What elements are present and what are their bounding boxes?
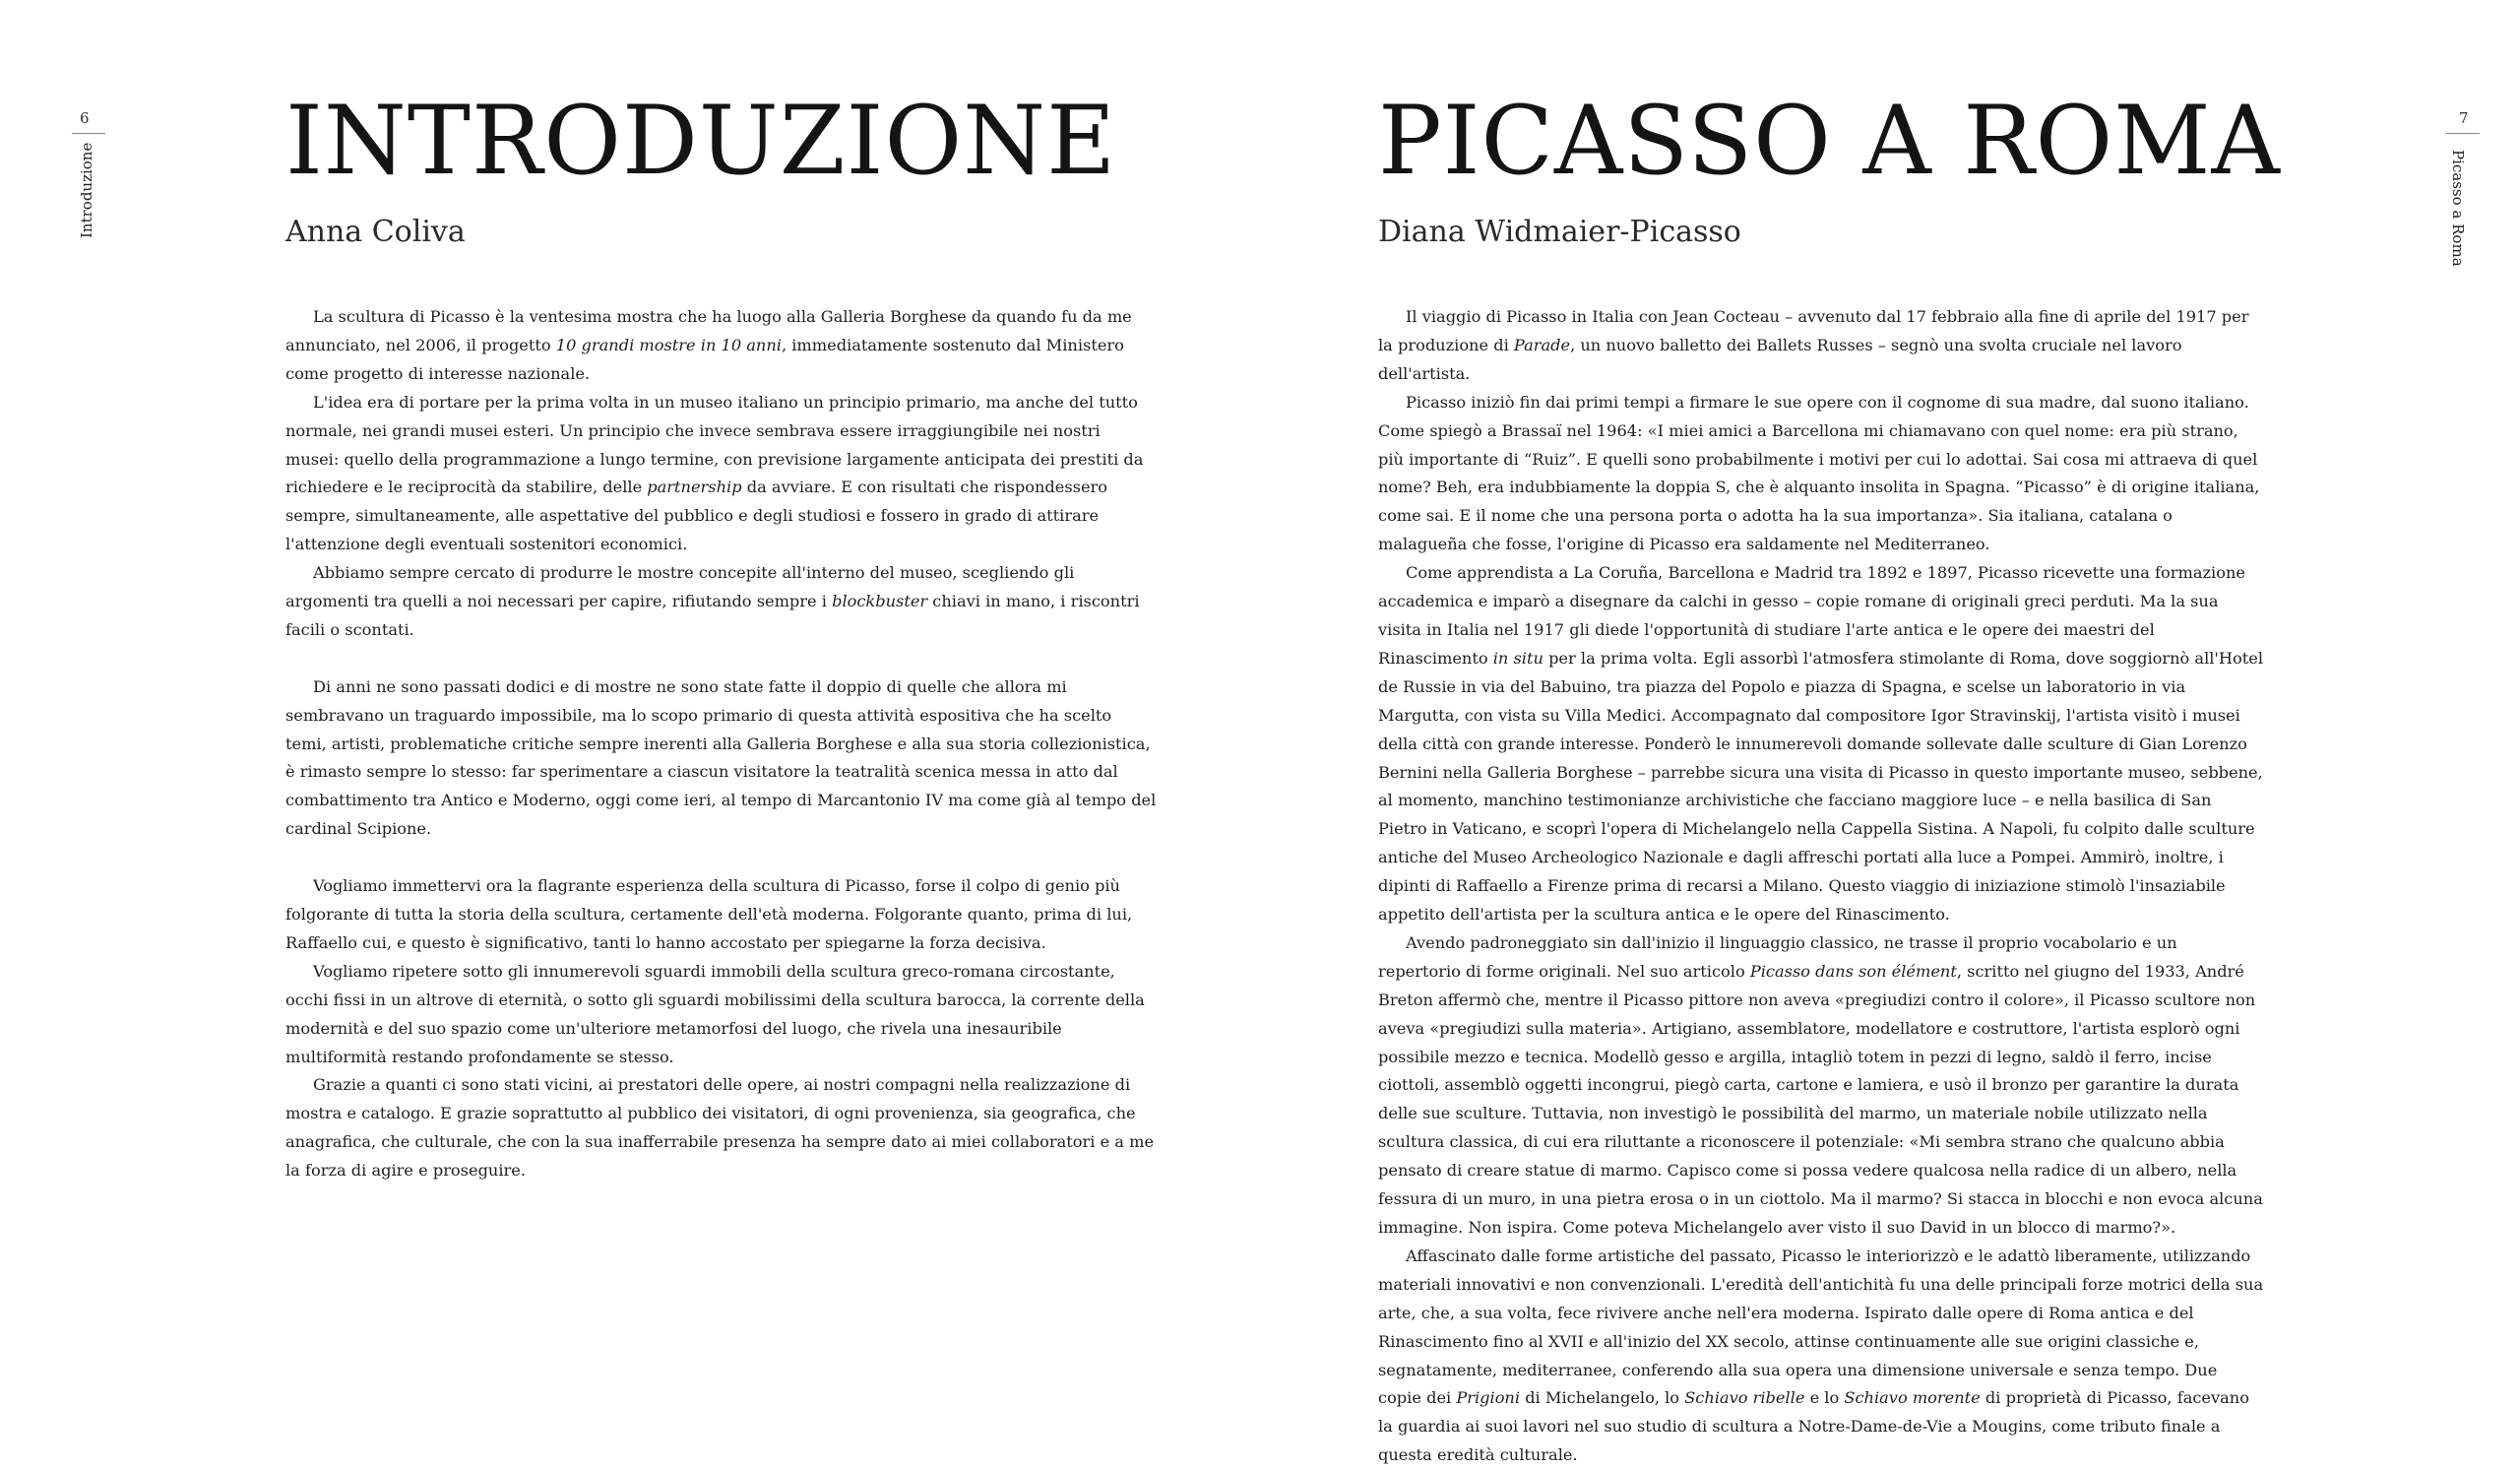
paragraph: Abbiamo sempre cercato di produrre le mostre concepite all'interno del museo, scegliendo gli argomenti tra quelli a noi necessari per capire, rifiutando sempre i blockbuster chiavi in mano, i riscontri facili o scontati. [285, 563, 1140, 639]
paragraph: Grazie a quanti ci sono stati vicini, ai prestatori delle opere, ai nostri compagni nella realizzazione di mostra e catalogo. E grazie soprattutto al pubblico dei visitatori, di ogni provenienza, sia geografica, che anagrafica, che culturale, che con la sua inafferrabile presenza ha sempre dato ai miei collaboratori e a me la forza di agire e proseguire. [285, 1075, 1155, 1181]
paragraph: L'idea era di portare per la prima volta in un museo italiano un principio primario, ma anche del tutto normale, nei grandi musei esteri. Un principio che invece sembrava essere irraggiungibile nei nostri musei: quello della programmazione a lungo termine, con previsione largamente anticipata dei prestiti da richiedere e le reciprocità da stabilire, delle partnership da avviare. E con risultati che rispondessero sempre, simultaneamente, alle aspettative del pubblico e degli studiosi e fossero in grado di attirare l'attenzione degli eventuali sostenitori economici. [285, 392, 1144, 554]
paragraph: Di anni ne sono passati dodici e di mostre ne sono state fatte il doppio di quelle che allora mi sembravano un traguardo impossibile, ma lo scopo primario di questa attività espositiva che ha scelto temi, artisti, problematiche critiche sempre inerenti alla Galleria Borghese e alla sua storia collezionistica, è rimasto sempre lo stesso: far sperimentare a ciascun visitatore la teatralità scenica messa in atto dal combattimento tra Antico e Moderno, oggi come ieri, al tempo di Marcantonio IV ma come già al tempo del cardinal Scipione. [285, 676, 1157, 839]
paragraph: Avendo padroneggiato sin dall'inizio il linguaggio classico, ne trasse il proprio vocabolario e un repertorio di forme originali. Nel suo articolo Picasso dans son élément, scritto nel giugno del 1933, André Breton affermò che, mentre il Picasso pittore non aveva «pregiudizi contro il colore», il Picasso scultore non aveva «pregiudizi sulla materia». Artigiano, assemblatore, modellatore e costruttore, l'artista esplorò ogni possibile mezzo e tecnica. Modellò gesso e argilla, intagliò totem in pezzi di legno, saldò il ferro, incise ciottoli, assemblò oggetti incongrui, piegò carta, cartone e lamiera, e usò il bronzo per garantire la durata delle sue sculture. Tuttavia, non investigò le possibilità del marmo, un materiale nobile utilizzato nella scultura classica, di cui era riluttante a riconoscere il potenziale: «Mi sembra strano che qualcuno abbia pensato di creare statue di marmo. Capisco come si possa vedere qualcosa nella radice di un albero, nella fessura di un muro, in una pietra erosa o in un ciottolo. Ma il marmo? Si stacca in blocchi e non evoca alcuna immagine. Non ispira. Come poteva Michelangelo aver visto il suo David in un blocco di marmo?». [1378, 932, 2263, 1237]
author-name: Anna Coliva [285, 215, 466, 249]
author-name: Diana Widmaier-Picasso [1378, 215, 1741, 249]
body-text [285, 303, 1158, 1185]
running-head: Introduzione [78, 142, 95, 238]
paragraph: Vogliamo ripetere sotto gli innumerevoli sguardi immobili della scultura greco-romana circostante, occhi fissi in un altrove di eternità, o sotto gli sguardi mobilissimi della scultura barocca, la corrente della modernità e del suo spazio come un'ulteriore metamorfosi del luogo, che rivela una inesauribile multiformità restando profondamente se stesso. [285, 961, 1145, 1066]
running-head: Picasso a Roma [2449, 150, 2467, 267]
paragraph: Come apprendista a La Coruña, Barcellona e Madrid tra 1892 e 1897, Picasso ricevette una formazione accademica e imparò a disegnare da calchi in gesso – copie romane di originali greci perduti. Ma la sua visita in Italia nel 1917 gli diede l'opportunità di studiare l'arte antica e le opere dei maestri del Rinascimento in situ per la prima volta. Egli assorbì l'atmosfera stimolante di Roma, dove soggiornò all'Hotel de Russie in via del Babuino, tra piazza del Popolo e piazza di Spagna, e scelse un laboratorio in via Margutta, con vista su Villa Medici. Accompagnato dal compositore Igor Stravinskij, l'artista visitò i musei della città con grande interesse. Ponderò le innumerevoli domande sollevate dalle sculture di Gian Lorenzo Bernini nella Galleria Borghese – parrebbe sicura una visita di Picasso in questo importante museo, sebbene, al momento, manchino testimonianze archivistiche che facciano maggiore luce – e nella basilica di San Pietro in Vaticano, e scoprì l'opera di Michelangelo nella Cappella Sistina. A Napoli, fu colpito dalle sculture antiche del Museo Archeologico Nazionale e dagli affreschi portati alla luce a Pompei. Ammirò, inoltre, i dipinti di Raffaello a Firenze prima di recarsi a Milano. Questo viaggio di iniziazione stimolò l'insaziabile appetito dell'artista per la scultura antica e le opere del Rinascimento. [1378, 563, 2263, 925]
paragraph: Vogliamo immettervi ora la flagrante esperienza della scultura di Picasso, forse il colpo di genio più folgorante di tutta la storia della scultura, certamente dell'età moderna. Folgorante quanto, prima di lui, Raffaello cui, e questo è significativo, tanti lo hanno accostato per spiegarne la forza decisiva. [285, 876, 1133, 952]
page-number: 6 [80, 109, 90, 127]
page-number-rule [2446, 133, 2480, 134]
paragraph: Picasso iniziò fin dai primi tempi a firmare le sue opere con il cognome di sua madre, dal suono italiano. Come spiegò a Brassaï nel 1964: «I miei amici a Barcellona mi chiamavano con quel nome: era più strano, più importante di “Ruiz”. E quelli sono probabilmente i motivi per cui lo adottai. Sai cosa mi attraeva di quel nome? Beh, era indubbiamente la doppia S, che è alquanto insolita in Spagna. “Picasso” è di origine italiana, come sai. E il nome che una persona porta o adotta ha la sua importanza». Sia italiana, catalana o malagueña che fosse, l'origine di Picasso era saldamente nel Mediterraneo. [1378, 392, 2260, 554]
chapter-title: INTRODUZIONE [285, 86, 1117, 196]
paragraph: Il viaggio di Picasso in Italia con Jean Cocteau – avvenuto dal 17 febbraio alla fine di aprile del 1917 per la produzione di Parade, un nuovo balletto dei Ballets Russes – segnò una svolta cruciale nel lavoro dell'artista. [1378, 307, 2249, 383]
paragraph: La scultura di Picasso è la ventesima mostra che ha luogo alla Galleria Borghese da quando fu da me annunciato, nel 2006, il progetto 10 grandi mostre in 10 anni, immediatamente sostenuto dal Ministero come progetto di interesse nazionale. [285, 307, 1132, 383]
page-number-rule [72, 133, 105, 134]
body-text [1378, 303, 2264, 1470]
page-number: 7 [2459, 109, 2469, 127]
paragraph: Affascinato dalle forme artistiche del passato, Picasso le interiorizzò e le adattò liberamente, utilizzando materiali innovativi e non convenzionali. L'eredità dell'antichità fu una delle principali forze motrici della sua arte, che, a sua volta, fece rivivere anche nell'era moderna. Ispirato dalle opere di Roma antica e del Rinascimento fino al XVII e all'inizio del XX secolo, attinse continuamente alle sue origini classiche e, segnatamente, mediterranee, conferendo alla sua opera una dimensione universale e senza tempo. Due copie dei Prigioni di Michelangelo, lo Schiavo ribelle e lo Schiavo morente di proprietà di Picasso, facevano la guardia ai suoi lavori nel suo studio di scultura a Notre-Dame-de-Vie a Mougins, come tributo finale a questa eredità culturale. [1378, 1246, 2264, 1465]
chapter-title: PICASSO A ROMA [1378, 86, 2281, 196]
